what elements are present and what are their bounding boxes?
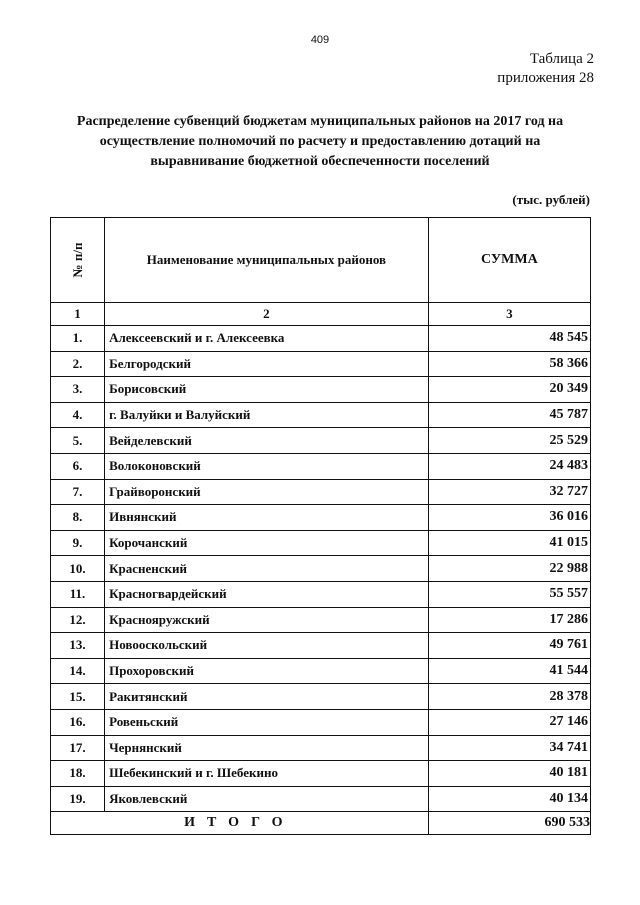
row-value: 49 761 [428,633,590,659]
district-name: Борисовский [105,377,429,403]
row-number: 16. [51,709,105,735]
row-number: 2. [51,351,105,377]
header-name: Наименование муниципальных районов [105,218,429,303]
header-number-label: № п/п [69,242,85,278]
table-row [51,530,591,556]
district-name: Красненский [105,556,429,582]
title-line-1: Распределение субвенций бюджетам муниципальных районов на 2017 год на [76,114,564,129]
table-row [51,581,591,607]
table-row [51,607,591,633]
document-title [40,112,600,172]
title-line-3: выравнивание бюджетной обеспеченности поселений [150,154,490,169]
table-reference-line-2: приложения 28 [497,70,594,86]
row-number: 18. [51,761,105,787]
row-value: 27 146 [428,709,590,735]
row-value: 40 134 [428,786,590,812]
district-name: Яковлевский [105,786,429,812]
row-value: 58 366 [428,351,590,377]
column-number-3: 3 [428,303,590,326]
row-number: 11. [51,581,105,607]
district-name: Шебекинский и г. Шебекино [105,761,429,787]
page-number: 409 [310,34,330,46]
row-value: 55 557 [428,581,590,607]
table-row [51,658,591,684]
row-number: 13. [51,633,105,659]
table-row [51,761,591,787]
table-header-row [51,218,591,303]
district-name: Новооскольский [105,633,429,659]
row-value: 22 988 [428,556,590,582]
table-row [51,377,591,403]
row-number: 15. [51,684,105,710]
column-number-2: 2 [105,303,429,326]
row-value: 40 181 [428,761,590,787]
row-value: 41 544 [428,658,590,684]
table-row [51,709,591,735]
row-value: 48 545 [428,326,590,352]
row-number: 3. [51,377,105,403]
table-row [51,453,591,479]
subsidies-table [50,217,591,835]
row-number: 10. [51,556,105,582]
row-number: 7. [51,479,105,505]
row-number: 14. [51,658,105,684]
table-row [51,326,591,352]
row-number: 1. [51,326,105,352]
row-number: 5. [51,428,105,454]
table-row [51,633,591,659]
row-value: 25 529 [428,428,590,454]
row-value: 24 483 [428,453,590,479]
row-number: 17. [51,735,105,761]
row-number: 6. [51,453,105,479]
row-number: 4. [51,402,105,428]
table-row [51,351,591,377]
district-name: Прохоровский [105,658,429,684]
district-name: Грайворонский [105,479,429,505]
total-row [51,812,591,835]
table-row [51,684,591,710]
district-name: Корочанский [105,530,429,556]
header-number [51,218,105,303]
row-value: 28 378 [428,684,590,710]
row-number: 9. [51,530,105,556]
row-number: 19. [51,786,105,812]
units-label: (тыс. рублей) [512,192,590,207]
table-reference-line-1: Таблица 2 [529,51,594,67]
table-row [51,479,591,505]
row-value: 17 286 [428,607,590,633]
table-reference [497,50,594,88]
row-number: 12. [51,607,105,633]
table-row [51,505,591,531]
column-number-1: 1 [51,303,105,326]
title-line-2: осуществление полномочий по расчету и предоставлению дотаций на [99,134,541,149]
row-value: 36 016 [428,505,590,531]
district-name: Чернянский [105,735,429,761]
district-name: Красногвардейский [105,581,429,607]
district-name: Ивнянский [105,505,429,531]
total-label: ИТОГО [51,812,429,835]
table-body [51,326,591,812]
header-sum: СУММА [428,218,590,303]
table-row [51,402,591,428]
row-value: 41 015 [428,530,590,556]
row-value: 32 727 [428,479,590,505]
district-name: г. Валуйки и Валуйский [105,402,429,428]
district-name: Алексеевский и г. Алексеевка [105,326,429,352]
district-name: Ракитянский [105,684,429,710]
row-value: 34 741 [428,735,590,761]
table-row [51,786,591,812]
table-row [51,428,591,454]
district-name: Вейделевский [105,428,429,454]
row-value: 20 349 [428,377,590,403]
column-numbers-row [51,303,591,326]
district-name: Ровеньский [105,709,429,735]
row-value: 45 787 [428,402,590,428]
table-row [51,735,591,761]
total-value: 690 533 [428,812,590,835]
district-name: Волоконовский [105,453,429,479]
table-row [51,556,591,582]
district-name: Краснояружский [105,607,429,633]
row-number: 8. [51,505,105,531]
district-name: Белгородский [105,351,429,377]
